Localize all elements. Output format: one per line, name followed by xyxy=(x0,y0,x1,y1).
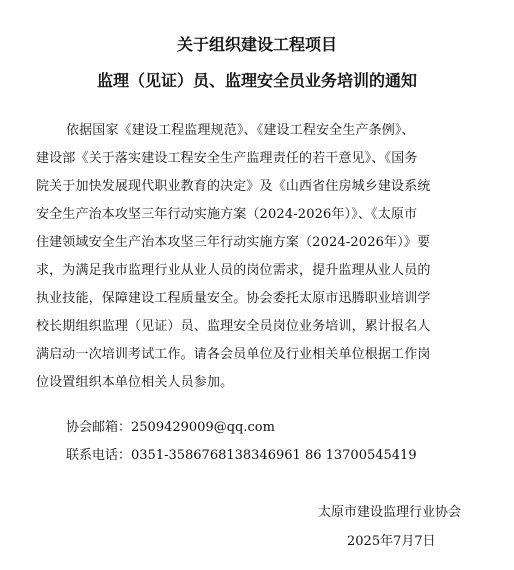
contact-phone: 联系电话：0351-3586768138346961 86 13700545419 xyxy=(66,448,417,463)
body-line-8: 校长期组织监理（见证）员、监理安全员岗位业务培训，累计报名人 xyxy=(36,319,431,334)
contact-email: 协会邮箱：2509429009@qq.com xyxy=(66,420,275,435)
body-line-3: 院关于加快发展现代职业教育的决定》及《山西省住房城乡建设系统 xyxy=(36,179,431,194)
body-line-10: 位设置组织本单位相关人员参加。 xyxy=(36,375,234,390)
body-line-1: 依据国家《建设工程监理规范》、《建设工程安全生产条例》、 xyxy=(66,123,415,138)
issue-date: 2025年7月7日 xyxy=(347,534,436,549)
issuer-name: 太原市建设监理行业协会 xyxy=(318,505,462,520)
notice-title-line-1: 关于组织建设工程项目 xyxy=(176,35,337,54)
body-line-5: 住建领域安全生产治本攻坚三年行动实施方案（2024-2026年）》要 xyxy=(36,235,431,250)
body-line-9: 满启动一次培训考试工作。请各会员单位及行业相关单位根据工作岗 xyxy=(36,347,431,362)
body-line-4: 安全生产治本攻坚三年行动实施方案（2024-2026年）》、《太原市 xyxy=(36,207,418,222)
body-line-2: 建设部《关于落实建设工程安全生产监理责任的若干意见》、《国务 xyxy=(36,151,418,166)
notice-title-line-2: 监理（见证）员、监理安全员业务培训的通知 xyxy=(96,71,417,90)
body-line-7: 执业技能，保障建设工程质量安全。协会委托太原市迅腾职业培训学 xyxy=(36,291,431,306)
body-line-6: 求，为满足我市监理行业从业人员的岗位需求，提升监理从业人员的 xyxy=(36,263,431,278)
